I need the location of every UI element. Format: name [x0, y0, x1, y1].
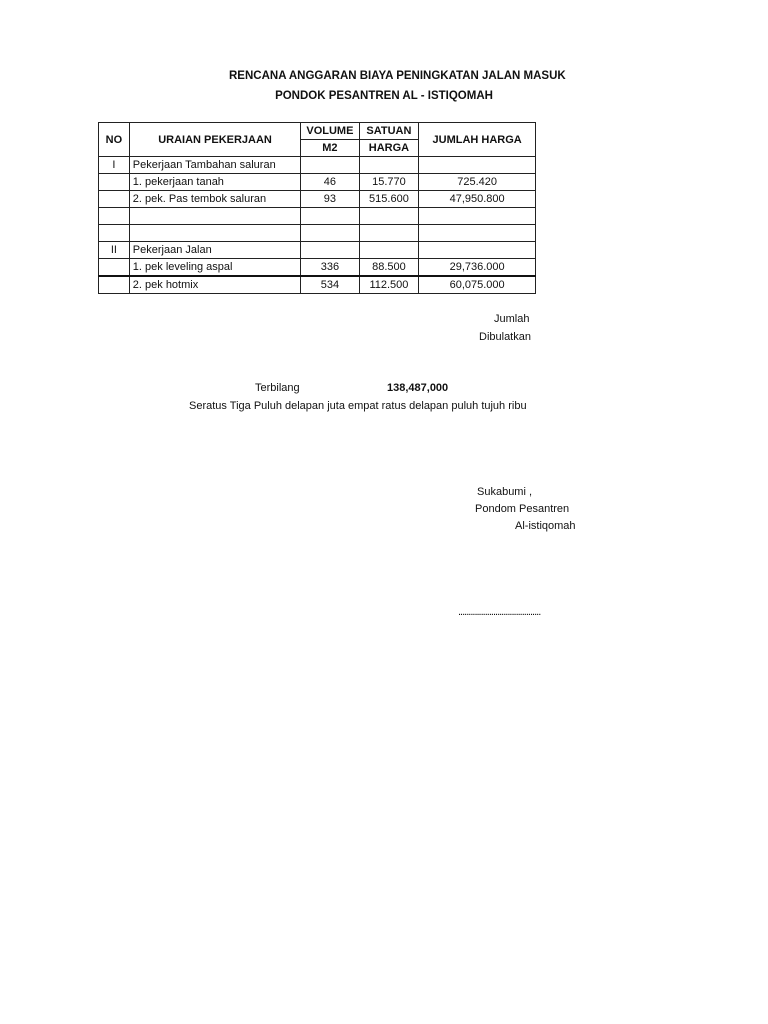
cell-uraian: 2. pek. Pas tembok saluran	[129, 191, 300, 208]
cell-jumlah: 725.420	[419, 174, 536, 191]
table-row	[99, 225, 536, 242]
cell-volume	[301, 225, 359, 242]
table-row	[99, 259, 536, 277]
table-row	[99, 276, 536, 294]
table-header-row	[99, 123, 536, 140]
signature-line: ........................................	[458, 606, 541, 618]
header-uraian: URAIAN PEKERJAAN	[129, 123, 300, 157]
table-row	[99, 208, 536, 225]
cell-no: II	[99, 242, 130, 259]
header-volume: VOLUME	[301, 123, 359, 140]
cell-jumlah: 47,950.800	[419, 191, 536, 208]
header-satuan: SATUAN	[359, 123, 419, 140]
cell-jumlah	[419, 157, 536, 174]
header-satuan-sub: HARGA	[359, 140, 419, 157]
dibulatkan-label: Dibulatkan	[479, 331, 531, 343]
cell-jumlah	[419, 225, 536, 242]
cell-uraian: Pekerjaan Tambahan saluran	[129, 157, 300, 174]
cell-satuan	[359, 242, 419, 259]
table-row	[99, 174, 536, 191]
cell-jumlah	[419, 242, 536, 259]
signature-org-line1: Pondom Pesantren	[475, 503, 570, 515]
document-title: RENCANA ANGGARAN BIAYA PENINGKATAN JALAN MASUK	[229, 70, 566, 82]
jumlah-label: Jumlah	[494, 313, 530, 325]
cell-satuan	[359, 208, 419, 225]
cell-uraian	[129, 208, 300, 225]
cell-volume: 336	[301, 259, 359, 277]
header-jumlah: JUMLAH HARGA	[419, 123, 536, 157]
cell-volume: 93	[301, 191, 359, 208]
cell-uraian	[129, 225, 300, 242]
cell-volume: 534	[301, 276, 359, 294]
terbilang-text: Seratus Tiga Puluh delapan juta empat ratus delapan puluh tujuh ribu	[189, 400, 527, 412]
cell-no	[99, 276, 130, 294]
table-row	[99, 191, 536, 208]
cell-no	[99, 191, 130, 208]
cell-satuan: 15.770	[359, 174, 419, 191]
document-subtitle: PONDOK PESANTREN AL - ISTIQOMAH	[275, 90, 493, 102]
cell-satuan	[359, 157, 419, 174]
cell-jumlah: 29,736.000	[419, 259, 536, 277]
table-row	[99, 242, 536, 259]
cell-no	[99, 259, 130, 277]
cell-satuan: 112.500	[359, 276, 419, 294]
cell-volume: 46	[301, 174, 359, 191]
budget-table	[98, 122, 536, 294]
cell-volume	[301, 208, 359, 225]
cell-satuan: 515.600	[359, 191, 419, 208]
header-volume-unit: M2	[301, 140, 359, 157]
cell-uraian: 1. pekerjaan tanah	[129, 174, 300, 191]
cell-uraian: 2. pek hotmix	[129, 276, 300, 294]
cell-jumlah	[419, 208, 536, 225]
terbilang-value: 138,487,000	[387, 382, 449, 394]
cell-uraian: 1. pek leveling aspal	[129, 259, 300, 277]
cell-no	[99, 174, 130, 191]
cell-satuan	[359, 225, 419, 242]
cell-satuan: 88.500	[359, 259, 419, 277]
signature-place: Sukabumi ,	[477, 486, 533, 498]
cell-jumlah: 60,075.000	[419, 276, 536, 294]
cell-no: I	[99, 157, 130, 174]
cell-uraian: Pekerjaan Jalan	[129, 242, 300, 259]
cell-volume	[301, 157, 359, 174]
header-no: NO	[99, 123, 130, 157]
table-row	[99, 157, 536, 174]
cell-no	[99, 225, 130, 242]
cell-volume	[301, 242, 359, 259]
signature-org-line2: Al-istiqomah	[515, 520, 576, 532]
cell-no	[99, 208, 130, 225]
terbilang-label: Terbilang	[255, 382, 300, 394]
